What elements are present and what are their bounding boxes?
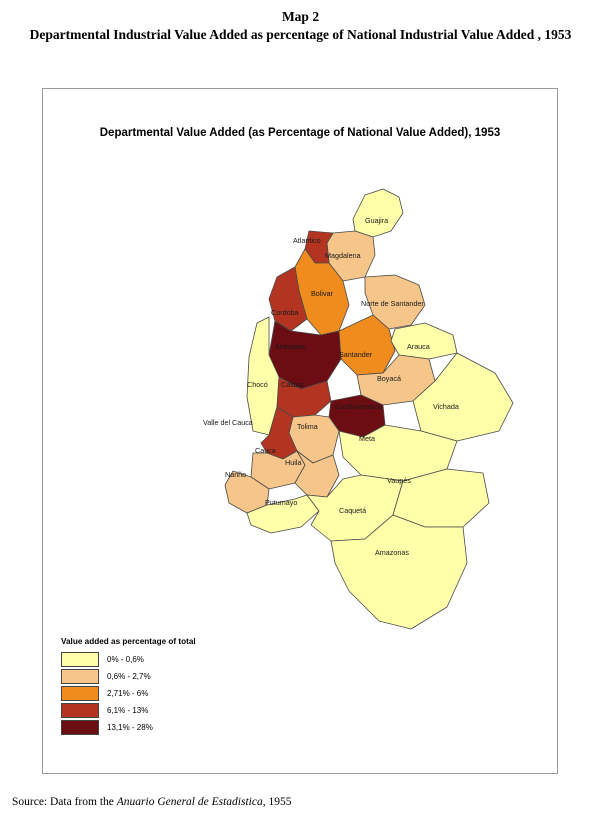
legend-swatch bbox=[61, 720, 99, 735]
figure-title bbox=[0, 0, 601, 44]
dept-label-amazonas: Amazonas bbox=[375, 548, 409, 557]
legend-label: 6,1% - 13% bbox=[107, 706, 149, 715]
dept-label-narino: Nariño bbox=[225, 470, 247, 479]
legend-label: 0,6% - 2,7% bbox=[107, 672, 151, 681]
dept-label-atlantico: Atlantico bbox=[293, 236, 321, 245]
legend-swatch bbox=[61, 652, 99, 667]
dept-label-cundinamarca: Cundinamarca bbox=[335, 402, 382, 411]
legend-label: 0% - 0,6% bbox=[107, 655, 144, 664]
dept-label-boyaca: Boyacá bbox=[377, 374, 401, 383]
legend-label: 13,1% - 28% bbox=[107, 723, 153, 732]
dept-shape-arauca bbox=[391, 323, 457, 359]
source-prefix: Source: Data from the bbox=[12, 796, 117, 808]
source-note bbox=[12, 796, 291, 808]
dept-label-putumayo: Putumayo bbox=[265, 498, 298, 507]
legend-title: Value added as percentage of total bbox=[61, 637, 196, 646]
map-canvas bbox=[43, 159, 557, 689]
dept-label-valle: Valle del Cauca bbox=[203, 418, 253, 427]
dept-label-antioquia: Antioquia bbox=[275, 342, 305, 351]
figure-caption: Departmental Industrial Value Added as percentage of National Industrial Value Added , 1953 bbox=[29, 27, 572, 43]
dept-label-caqueta: Caquetá bbox=[339, 506, 367, 515]
dept-label-vichada: Vichada bbox=[433, 402, 459, 411]
dept-label-bolivar: Bolivar bbox=[311, 289, 333, 298]
map-figure bbox=[42, 88, 558, 774]
legend-label: 2,71% - 6% bbox=[107, 689, 149, 698]
dept-label-huila: Huila bbox=[285, 458, 302, 467]
dept-label-cauca: Cauca bbox=[255, 446, 276, 455]
map-legend bbox=[61, 637, 321, 736]
map-title: Departmental Value Added (as Percentage of National Value Added), 1953 bbox=[99, 127, 501, 139]
legend-item bbox=[61, 651, 321, 668]
legend-swatch bbox=[61, 686, 99, 701]
source-suffix: , 1955 bbox=[262, 796, 292, 808]
dept-label-tolima: Tolima bbox=[297, 422, 318, 431]
dept-shape-guajira bbox=[353, 189, 403, 237]
dept-label-meta: Meta bbox=[359, 434, 375, 443]
source-publication: Anuario General de Estadistica bbox=[116, 796, 263, 808]
legend-item bbox=[61, 719, 321, 736]
map-number: Map 2 bbox=[281, 9, 320, 24]
dept-label-santander: Santander bbox=[339, 350, 373, 359]
dept-label-cordoba: Cordoba bbox=[271, 308, 299, 317]
dept-label-vaupes: Vaupés bbox=[387, 476, 411, 485]
legend-swatch bbox=[61, 669, 99, 684]
dept-label-arauca: Arauca bbox=[407, 342, 430, 351]
legend-item bbox=[61, 685, 321, 702]
dept-label-guajira: Guajira bbox=[365, 216, 389, 225]
dept-label-norte-santander: Norte de Santander bbox=[361, 299, 424, 308]
dept-label-choco: Chocó bbox=[247, 380, 268, 389]
legend-item bbox=[61, 702, 321, 719]
legend-item bbox=[61, 668, 321, 685]
legend-swatch bbox=[61, 703, 99, 718]
dept-label-magdalena: Magdalena bbox=[325, 251, 361, 260]
dept-label-caldas: Caldas bbox=[281, 380, 304, 389]
